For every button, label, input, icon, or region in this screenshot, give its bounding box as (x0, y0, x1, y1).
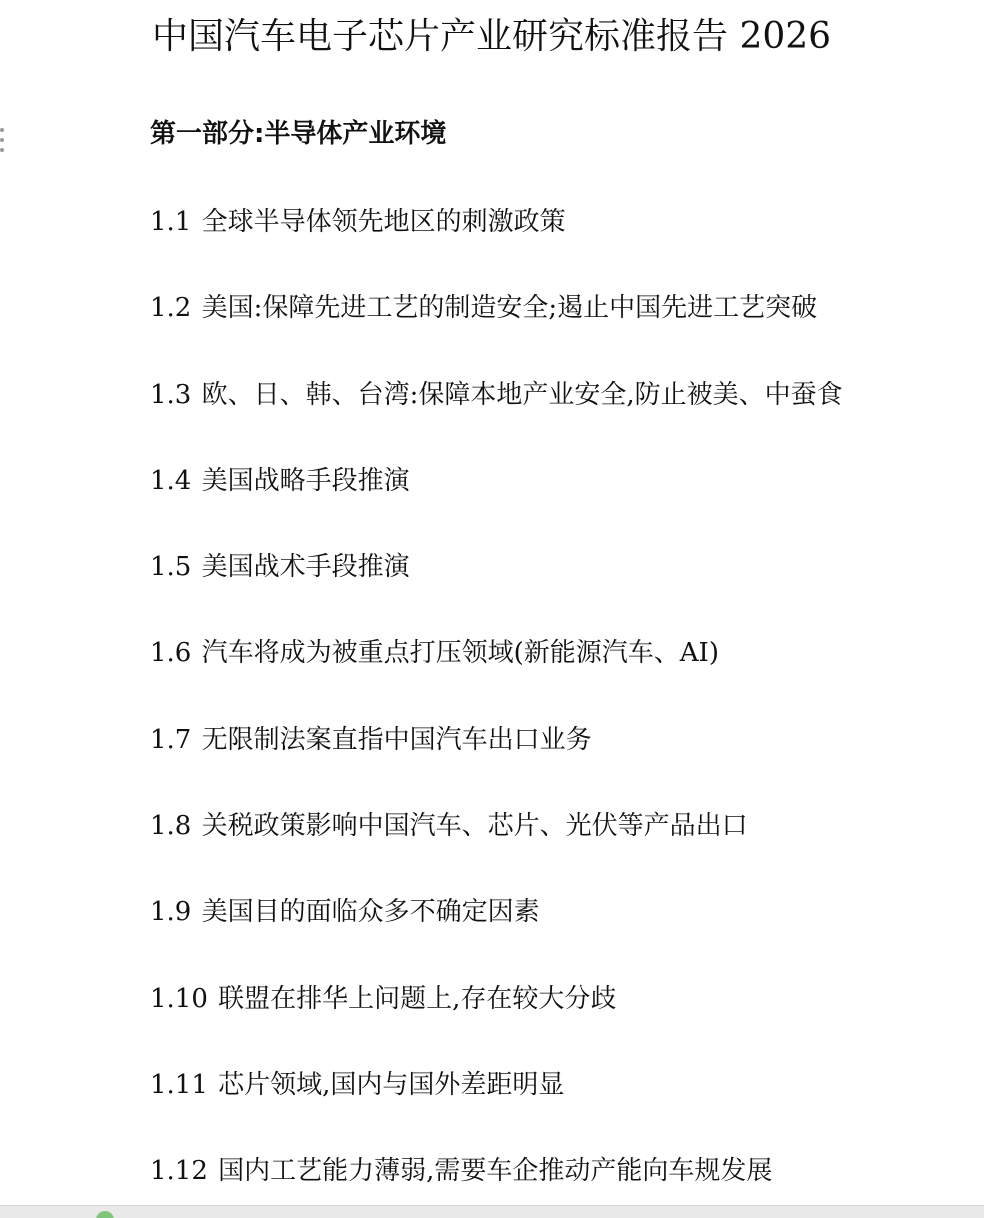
toc-item-number: 1.5 (150, 552, 192, 583)
toc-item-number: 1.4 (150, 465, 192, 496)
toc-item (150, 200, 843, 286)
table-of-contents (150, 200, 843, 1218)
toc-item-number: 1.11 (150, 1069, 208, 1100)
toc-item-number: 1.2 (150, 293, 192, 324)
status-bar (0, 1205, 984, 1218)
toc-item-number: 1.8 (150, 811, 192, 842)
toc-item (150, 631, 843, 717)
drag-handle-icon[interactable] (0, 128, 6, 160)
toc-item-number: 1.6 (150, 638, 192, 669)
toc-item-text: 国内工艺能力薄弱,需要车企推动产能向车规发展 (218, 1156, 773, 1187)
toc-item-text: 美国:保障先进工艺的制造安全;遏止中国先进工艺突破 (201, 293, 818, 324)
toc-item-number: 1.7 (150, 724, 192, 755)
toc-item-text: 联盟在排华上问题上,存在较大分歧 (218, 983, 617, 1014)
status-check-icon (96, 1211, 114, 1218)
toc-item-number: 1.3 (150, 379, 192, 410)
toc-item-text: 欧、日、韩、台湾:保障本地产业安全,防止被美、中蚕食 (201, 379, 843, 410)
toc-item-number: 1.1 (150, 207, 192, 237)
toc-item (150, 459, 843, 545)
toc-item (150, 804, 843, 890)
toc-item-text: 无限制法案直指中国汽车出口业务 (201, 724, 592, 755)
toc-item (150, 373, 843, 459)
toc-item-text: 关税政策影响中国汽车、芯片、光伏等产品出口 (201, 811, 748, 842)
toc-item (150, 1063, 843, 1149)
toc-item-number: 1.12 (150, 1156, 208, 1187)
toc-item (150, 286, 843, 372)
toc-item-text: 汽车将成为被重点打压领域(新能源汽车、AI) (201, 638, 719, 669)
toc-item-text: 美国战术手段推演 (201, 552, 410, 583)
toc-item-text: 全球半导体领先地区的刺激政策 (201, 207, 566, 237)
toc-item-text: 美国目的面临众多不确定因素 (201, 897, 540, 928)
toc-item-text: 美国战略手段推演 (201, 465, 410, 496)
section-heading: 第一部分:半导体产业环境 (150, 119, 447, 149)
document-title: 中国汽车电子芯片产业研究标准报告 2026 (152, 16, 832, 57)
toc-item-text: 芯片领域,国内与国外差距明显 (218, 1069, 565, 1100)
toc-item (150, 545, 843, 631)
toc-item (150, 718, 843, 804)
toc-item-number: 1.9 (150, 897, 192, 928)
toc-item (150, 890, 843, 976)
toc-item (150, 977, 843, 1063)
toc-item-number: 1.10 (150, 983, 208, 1014)
